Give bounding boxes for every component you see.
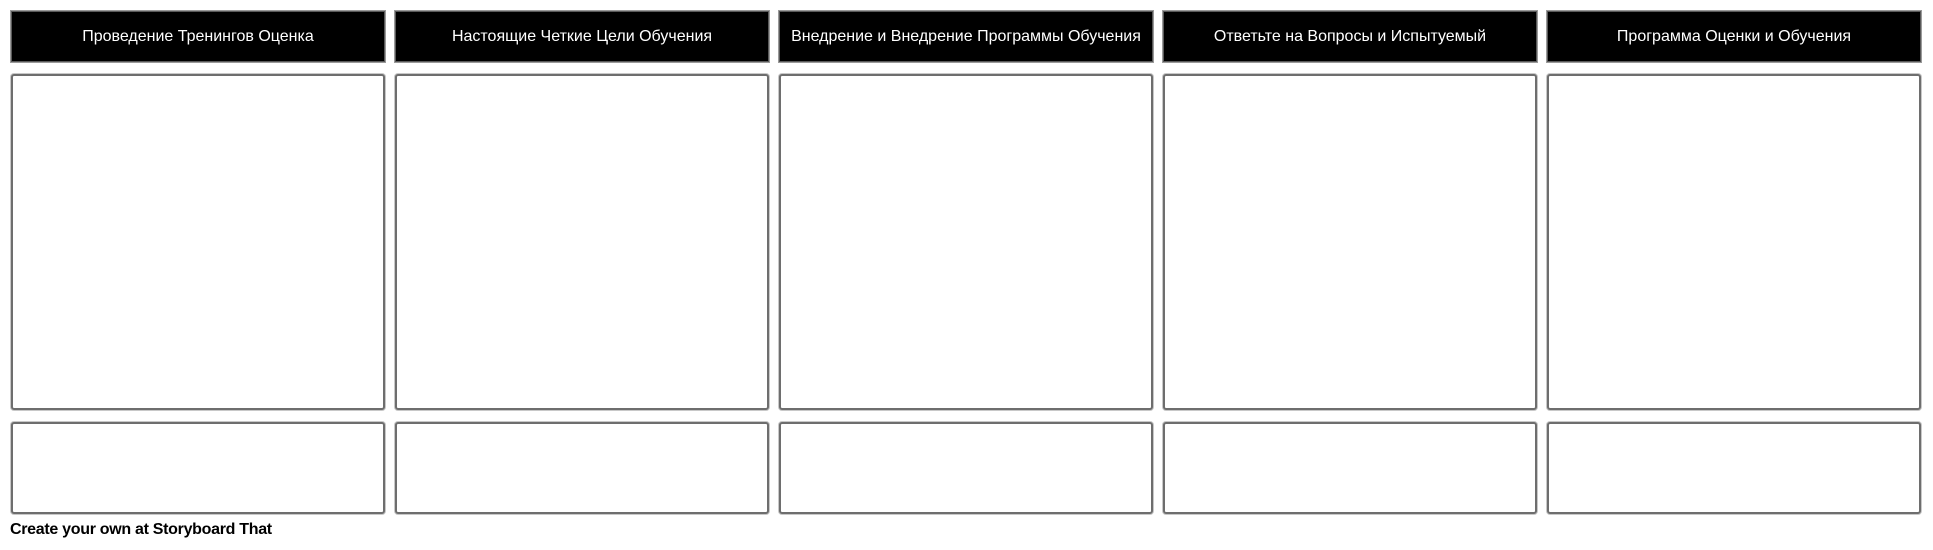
column-1-title[interactable]: Проведение Тренингов Оценка	[11, 11, 385, 62]
column-4-description-cell[interactable]	[1163, 422, 1537, 514]
column-3-image-cell[interactable]	[779, 74, 1153, 410]
column-4-title[interactable]: Ответьте на Вопросы и Испытуемый	[1163, 11, 1537, 62]
column-5-title[interactable]: Программа Оценки и Обучения	[1547, 11, 1921, 62]
column-1-image-cell[interactable]	[11, 74, 385, 410]
storyboard-watermark[interactable]: Create your own at Storyboard That	[10, 521, 272, 538]
column-3-description-cell[interactable]	[779, 422, 1153, 514]
column-2-image-cell[interactable]	[395, 74, 769, 410]
column-5-description-cell[interactable]	[1547, 422, 1921, 514]
column-2-title[interactable]: Настоящие Четкие Цели Обучения	[395, 11, 769, 62]
column-2-description-cell[interactable]	[395, 422, 769, 514]
column-5-image-cell[interactable]	[1547, 74, 1921, 410]
column-1-description-cell[interactable]	[11, 422, 385, 514]
column-3-title[interactable]: Внедрение и Внедрение Программы Обучения	[779, 11, 1153, 62]
column-4-image-cell[interactable]	[1163, 74, 1537, 410]
